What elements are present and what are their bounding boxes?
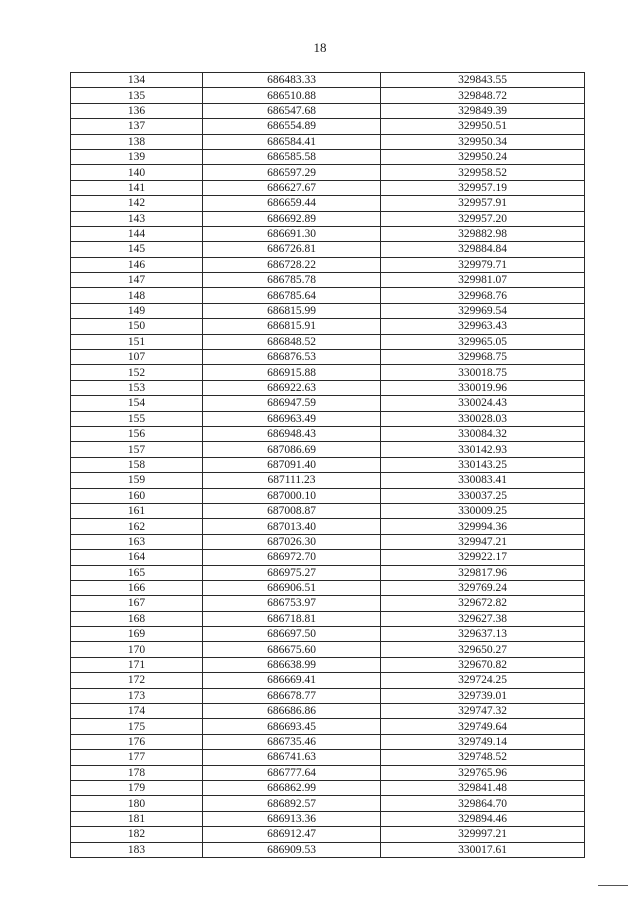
- x-coordinate-cell: 686948.43: [203, 426, 381, 441]
- table-row: [71, 165, 585, 180]
- x-coordinate-cell: 686728.22: [203, 257, 381, 272]
- point-number-cell: 136: [71, 103, 203, 118]
- y-coordinate-cell: 330083.41: [381, 473, 585, 488]
- table-row: [71, 303, 585, 318]
- y-coordinate-cell: 329849.39: [381, 103, 585, 118]
- y-coordinate-cell: 329882.98: [381, 226, 585, 241]
- y-coordinate-cell: 329958.52: [381, 165, 585, 180]
- table-row: [71, 411, 585, 426]
- y-coordinate-cell: 329968.75: [381, 350, 585, 365]
- table-row: [71, 827, 585, 842]
- table-row: [71, 550, 585, 565]
- y-coordinate-cell: 329950.51: [381, 119, 585, 134]
- y-coordinate-cell: 329894.46: [381, 811, 585, 826]
- y-coordinate-cell: 329749.14: [381, 734, 585, 749]
- x-coordinate-cell: 687026.30: [203, 534, 381, 549]
- y-coordinate-cell: 330017.61: [381, 842, 585, 857]
- y-coordinate-cell: 329765.96: [381, 765, 585, 780]
- x-coordinate-cell: 686975.27: [203, 565, 381, 580]
- table-row: [71, 196, 585, 211]
- table-row: [71, 73, 585, 88]
- table-row: [71, 350, 585, 365]
- point-number-cell: 141: [71, 180, 203, 195]
- y-coordinate-cell: 329841.48: [381, 780, 585, 795]
- y-coordinate-cell: 329748.52: [381, 750, 585, 765]
- x-coordinate-cell: 686735.46: [203, 734, 381, 749]
- point-number-cell: 167: [71, 596, 203, 611]
- y-coordinate-cell: 330084.32: [381, 426, 585, 441]
- point-number-cell: 172: [71, 673, 203, 688]
- point-number-cell: 150: [71, 319, 203, 334]
- table-row: [71, 334, 585, 349]
- y-coordinate-cell: 330037.25: [381, 488, 585, 503]
- y-coordinate-cell: 329724.25: [381, 673, 585, 688]
- point-number-cell: 174: [71, 704, 203, 719]
- point-number-cell: 161: [71, 503, 203, 518]
- point-number-cell: 138: [71, 134, 203, 149]
- coordinates-table: [70, 72, 585, 858]
- y-coordinate-cell: 329950.34: [381, 134, 585, 149]
- point-number-cell: 159: [71, 473, 203, 488]
- y-coordinate-cell: 329969.54: [381, 303, 585, 318]
- table-row: [71, 611, 585, 626]
- x-coordinate-cell: 686963.49: [203, 411, 381, 426]
- x-coordinate-cell: 686693.45: [203, 719, 381, 734]
- table-row: [71, 673, 585, 688]
- x-coordinate-cell: 686915.88: [203, 365, 381, 380]
- x-coordinate-cell: 686669.41: [203, 673, 381, 688]
- x-coordinate-cell: 686892.57: [203, 796, 381, 811]
- x-coordinate-cell: 686815.91: [203, 319, 381, 334]
- table-row: [71, 473, 585, 488]
- table-row: [71, 242, 585, 257]
- y-coordinate-cell: 329650.27: [381, 642, 585, 657]
- point-number-cell: 149: [71, 303, 203, 318]
- x-coordinate-cell: 686785.64: [203, 288, 381, 303]
- point-number-cell: 140: [71, 165, 203, 180]
- x-coordinate-cell: 686686.86: [203, 704, 381, 719]
- y-coordinate-cell: 329627.38: [381, 611, 585, 626]
- point-number-cell: 176: [71, 734, 203, 749]
- y-coordinate-cell: 329769.24: [381, 580, 585, 595]
- point-number-cell: 145: [71, 242, 203, 257]
- x-coordinate-cell: 686741.63: [203, 750, 381, 765]
- x-coordinate-cell: 687013.40: [203, 519, 381, 534]
- x-coordinate-cell: 686972.70: [203, 550, 381, 565]
- point-number-cell: 183: [71, 842, 203, 857]
- table-row: [71, 488, 585, 503]
- y-coordinate-cell: 329947.21: [381, 534, 585, 549]
- y-coordinate-cell: 329963.43: [381, 319, 585, 334]
- table-row: [71, 226, 585, 241]
- y-coordinate-cell: 330143.25: [381, 457, 585, 472]
- point-number-cell: 147: [71, 273, 203, 288]
- y-coordinate-cell: 329957.19: [381, 180, 585, 195]
- y-coordinate-cell: 329997.21: [381, 827, 585, 842]
- x-coordinate-cell: 687111.23: [203, 473, 381, 488]
- y-coordinate-cell: 329981.07: [381, 273, 585, 288]
- table-row: [71, 119, 585, 134]
- y-coordinate-cell: 329979.71: [381, 257, 585, 272]
- x-coordinate-cell: 686718.81: [203, 611, 381, 626]
- point-number-cell: 181: [71, 811, 203, 826]
- y-coordinate-cell: 329950.24: [381, 149, 585, 164]
- point-number-cell: 107: [71, 350, 203, 365]
- x-coordinate-cell: 686906.51: [203, 580, 381, 595]
- x-coordinate-cell: 686584.41: [203, 134, 381, 149]
- point-number-cell: 171: [71, 657, 203, 672]
- table-row: [71, 380, 585, 395]
- x-coordinate-cell: 686947.59: [203, 396, 381, 411]
- page-number: 18: [313, 40, 327, 55]
- point-number-cell: 170: [71, 642, 203, 657]
- point-number-cell: 162: [71, 519, 203, 534]
- y-coordinate-cell: 329739.01: [381, 688, 585, 703]
- y-coordinate-cell: 330142.93: [381, 442, 585, 457]
- x-coordinate-cell: 686726.81: [203, 242, 381, 257]
- point-number-cell: 134: [71, 73, 203, 88]
- point-number-cell: 135: [71, 88, 203, 103]
- x-coordinate-cell: 686638.99: [203, 657, 381, 672]
- point-number-cell: 137: [71, 119, 203, 134]
- table-row: [71, 211, 585, 226]
- table-row: [71, 842, 585, 857]
- x-coordinate-cell: 686547.68: [203, 103, 381, 118]
- x-coordinate-cell: 686785.78: [203, 273, 381, 288]
- y-coordinate-cell: 329817.96: [381, 565, 585, 580]
- x-coordinate-cell: 686554.89: [203, 119, 381, 134]
- point-number-cell: 173: [71, 688, 203, 703]
- x-coordinate-cell: 686815.99: [203, 303, 381, 318]
- y-coordinate-cell: 329968.76: [381, 288, 585, 303]
- point-number-cell: 164: [71, 550, 203, 565]
- point-number-cell: 151: [71, 334, 203, 349]
- table-row: [71, 88, 585, 103]
- point-number-cell: 152: [71, 365, 203, 380]
- x-coordinate-cell: 686913.36: [203, 811, 381, 826]
- table-row: [71, 457, 585, 472]
- table-row: [71, 180, 585, 195]
- y-coordinate-cell: 329884.84: [381, 242, 585, 257]
- table-row: [71, 734, 585, 749]
- table-row: [71, 627, 585, 642]
- x-coordinate-cell: 686848.52: [203, 334, 381, 349]
- point-number-cell: 158: [71, 457, 203, 472]
- y-coordinate-cell: 330019.96: [381, 380, 585, 395]
- x-coordinate-cell: 686876.53: [203, 350, 381, 365]
- y-coordinate-cell: 329637.13: [381, 627, 585, 642]
- y-coordinate-cell: 329922.17: [381, 550, 585, 565]
- point-number-cell: 182: [71, 827, 203, 842]
- point-number-cell: 177: [71, 750, 203, 765]
- table-row: [71, 688, 585, 703]
- y-coordinate-cell: 329747.32: [381, 704, 585, 719]
- point-number-cell: 165: [71, 565, 203, 580]
- y-coordinate-cell: 329957.91: [381, 196, 585, 211]
- table-row: [71, 149, 585, 164]
- x-coordinate-cell: 686691.30: [203, 226, 381, 241]
- y-coordinate-cell: 329994.36: [381, 519, 585, 534]
- y-coordinate-cell: 329670.82: [381, 657, 585, 672]
- x-coordinate-cell: 686753.97: [203, 596, 381, 611]
- corner-line: [598, 885, 628, 886]
- point-number-cell: 169: [71, 627, 203, 642]
- x-coordinate-cell: 687000.10: [203, 488, 381, 503]
- x-coordinate-cell: 686627.67: [203, 180, 381, 195]
- x-coordinate-cell: 686697.50: [203, 627, 381, 642]
- table-row: [71, 704, 585, 719]
- table-row: [71, 319, 585, 334]
- table-row: [71, 796, 585, 811]
- x-coordinate-cell: 686862.99: [203, 780, 381, 795]
- table-row: [71, 765, 585, 780]
- x-coordinate-cell: 687008.87: [203, 503, 381, 518]
- table-row: [71, 642, 585, 657]
- x-coordinate-cell: 686912.47: [203, 827, 381, 842]
- x-coordinate-cell: 686585.58: [203, 149, 381, 164]
- table-row: [71, 811, 585, 826]
- point-number-cell: 157: [71, 442, 203, 457]
- table-row: [71, 580, 585, 595]
- table-row: [71, 365, 585, 380]
- point-number-cell: 143: [71, 211, 203, 226]
- y-coordinate-cell: 329672.82: [381, 596, 585, 611]
- table-row: [71, 134, 585, 149]
- table-row: [71, 596, 585, 611]
- y-coordinate-cell: 330024.43: [381, 396, 585, 411]
- x-coordinate-cell: 686678.77: [203, 688, 381, 703]
- x-coordinate-cell: 687086.69: [203, 442, 381, 457]
- table-row: [71, 780, 585, 795]
- table-row: [71, 750, 585, 765]
- y-coordinate-cell: 329749.64: [381, 719, 585, 734]
- table-row: [71, 534, 585, 549]
- point-number-cell: 139: [71, 149, 203, 164]
- x-coordinate-cell: 686597.29: [203, 165, 381, 180]
- point-number-cell: 163: [71, 534, 203, 549]
- x-coordinate-cell: 686483.33: [203, 73, 381, 88]
- point-number-cell: 175: [71, 719, 203, 734]
- y-coordinate-cell: 330028.03: [381, 411, 585, 426]
- y-coordinate-cell: 329957.20: [381, 211, 585, 226]
- table-row: [71, 719, 585, 734]
- table-row: [71, 103, 585, 118]
- point-number-cell: 160: [71, 488, 203, 503]
- x-coordinate-cell: 687091.40: [203, 457, 381, 472]
- point-number-cell: 168: [71, 611, 203, 626]
- point-number-cell: 155: [71, 411, 203, 426]
- point-number-cell: 144: [71, 226, 203, 241]
- x-coordinate-cell: 686510.88: [203, 88, 381, 103]
- y-coordinate-cell: 330009.25: [381, 503, 585, 518]
- y-coordinate-cell: 329965.05: [381, 334, 585, 349]
- table-row: [71, 657, 585, 672]
- y-coordinate-cell: 329848.72: [381, 88, 585, 103]
- point-number-cell: 156: [71, 426, 203, 441]
- x-coordinate-cell: 686922.63: [203, 380, 381, 395]
- point-number-cell: 154: [71, 396, 203, 411]
- point-number-cell: 178: [71, 765, 203, 780]
- point-number-cell: 179: [71, 780, 203, 795]
- point-number-cell: 146: [71, 257, 203, 272]
- table-row: [71, 519, 585, 534]
- point-number-cell: 180: [71, 796, 203, 811]
- y-coordinate-cell: 330018.75: [381, 365, 585, 380]
- y-coordinate-cell: 329864.70: [381, 796, 585, 811]
- point-number-cell: 142: [71, 196, 203, 211]
- x-coordinate-cell: 686777.64: [203, 765, 381, 780]
- table-row: [71, 288, 585, 303]
- table-row: [71, 273, 585, 288]
- x-coordinate-cell: 686659.44: [203, 196, 381, 211]
- table-row: [71, 426, 585, 441]
- x-coordinate-cell: 686692.89: [203, 211, 381, 226]
- x-coordinate-cell: 686675.60: [203, 642, 381, 657]
- table-row: [71, 565, 585, 580]
- point-number-cell: 166: [71, 580, 203, 595]
- coordinates-table-body: [71, 73, 585, 858]
- table-row: [71, 257, 585, 272]
- table-row: [71, 396, 585, 411]
- x-coordinate-cell: 686909.53: [203, 842, 381, 857]
- point-number-cell: 148: [71, 288, 203, 303]
- table-row: [71, 503, 585, 518]
- point-number-cell: 153: [71, 380, 203, 395]
- y-coordinate-cell: 329843.55: [381, 73, 585, 88]
- table-row: [71, 442, 585, 457]
